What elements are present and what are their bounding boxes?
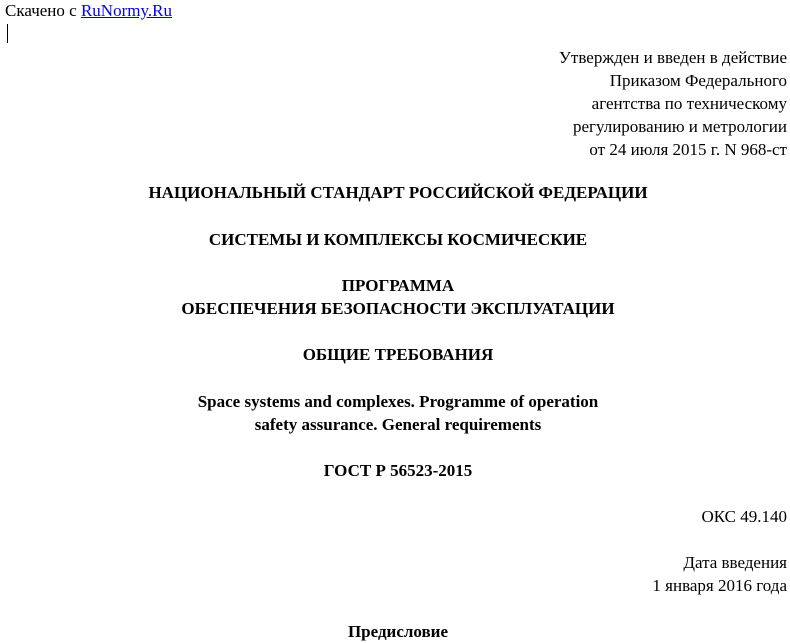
english-title-line-2: safety assurance. General requirements [254,415,542,434]
program-line-1: ПРОГРАММА [341,276,455,295]
foreword-heading [0,620,790,643]
national-standard-text: НАЦИОНАЛЬНЫЙ СТАНДАРТ РОССИЙСКОЙ ФЕДЕРАЦИИ [148,183,648,202]
foreword-text: Предисловие [347,622,449,641]
general-requirements-heading [0,343,790,366]
source-line [5,1,172,21]
approval-line: регулированию и метрологии [572,117,787,136]
systems-text: СИСТЕМЫ И КОМПЛЕКСЫ КОСМИЧЕСКИЕ [208,230,588,249]
national-standard-heading [0,181,790,204]
english-title-line-1: Space systems and complexes. Programme of operation [197,392,599,411]
program-line-2: ОБЕСПЕЧЕНИЯ БЕЗОПАСНОСТИ ЭКСПЛУАТАЦИИ [181,299,615,318]
text-cursor [7,24,8,43]
source-prefix: Скачено с [5,1,81,20]
general-requirements-text: ОБЩИЕ ТРЕБОВАНИЯ [302,345,494,364]
introduction-date-block [652,551,787,597]
approval-block [559,46,787,161]
introduction-date: 1 января 2016 года [652,576,787,595]
approval-line: от 24 июля 2015 г. N 968-ст [589,140,787,159]
okc-code [701,505,787,528]
okc-text: ОКС 49.140 [701,507,787,526]
gost-number-heading [0,459,790,482]
source-link[interactable]: RuNormy.Ru [80,1,172,20]
program-heading [0,274,790,320]
introduction-label: Дата введения [683,553,787,572]
systems-heading [0,228,790,251]
gost-number-text: ГОСТ Р 56523-2015 [323,461,473,480]
approval-line: Утвержден и введен в действие [558,48,787,67]
english-title [0,390,790,436]
approval-line: Приказом Федерального [609,71,787,90]
approval-line: агентства по техническому [591,94,787,113]
